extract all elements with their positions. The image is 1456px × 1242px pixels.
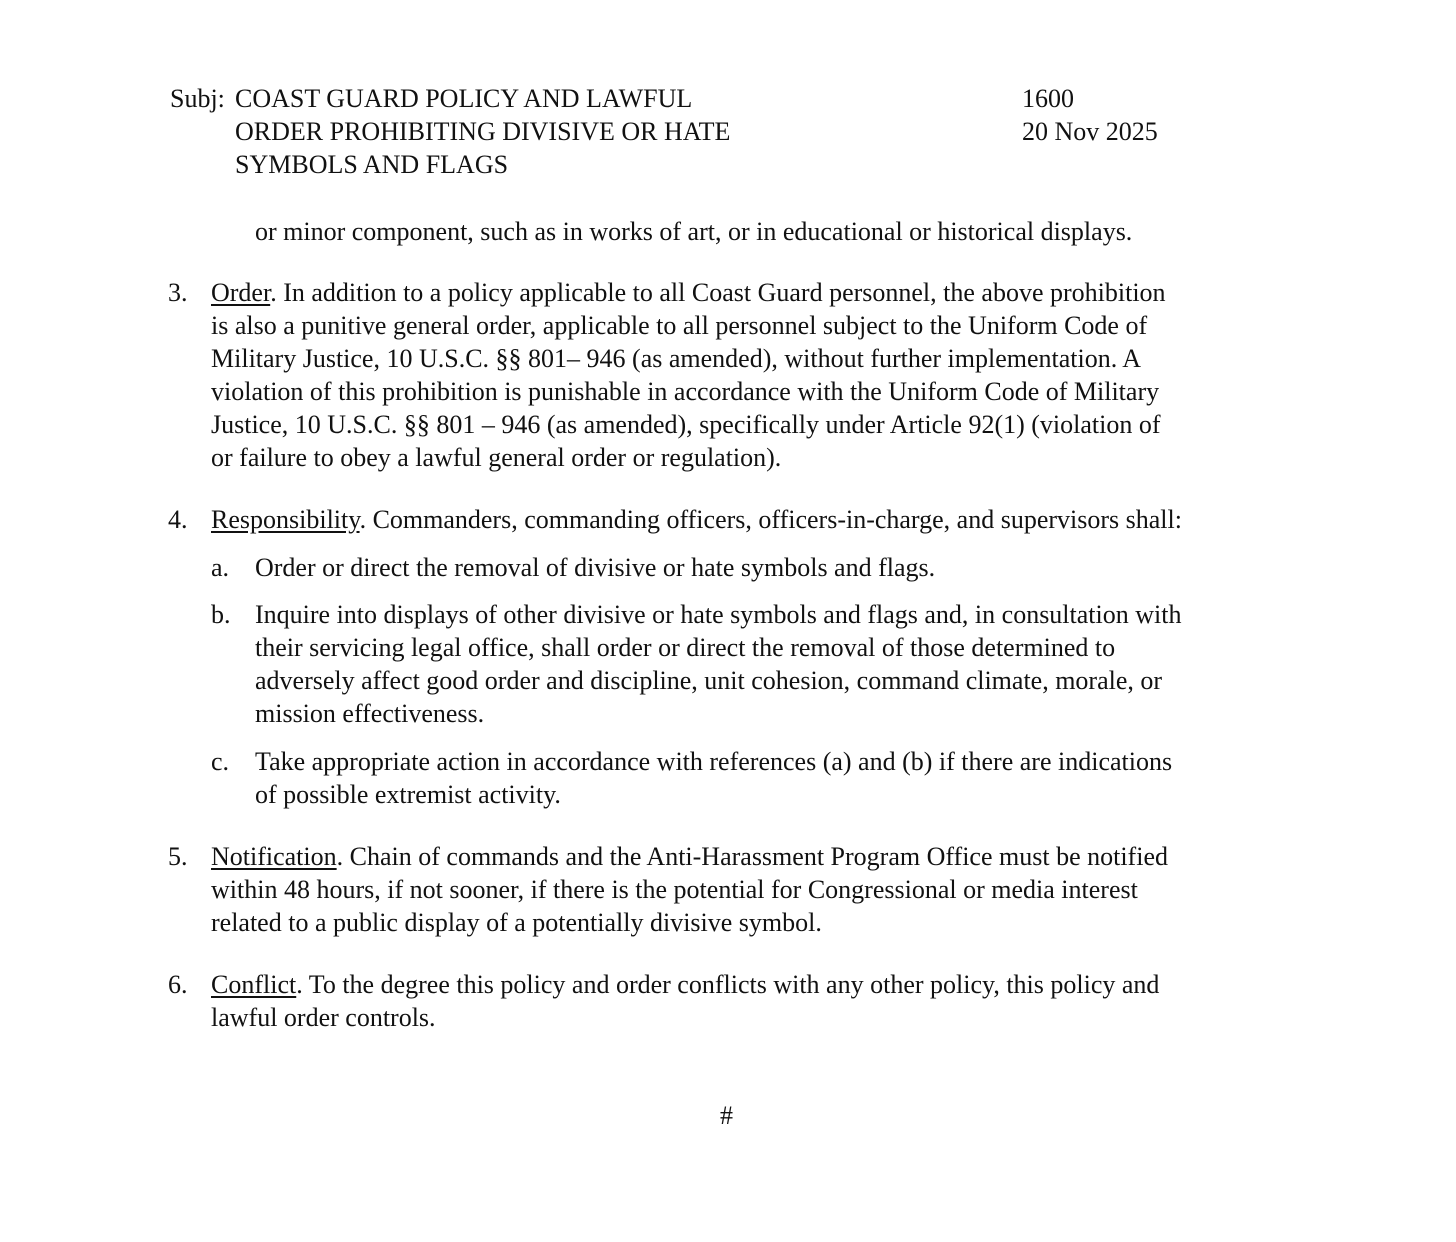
paragraph-line: . In addition to a policy applicable to all Coast Guard personnel, the above prohibition: [270, 278, 1166, 307]
paragraph-line: Justice, 10 U.S.C. §§ 801 – 946 (as amended), specifically under Article 92(1) (violation of: [211, 410, 1161, 439]
paragraph-line: mission effectiveness.: [255, 699, 485, 728]
subitem-c: [255, 745, 1172, 811]
continuation-text: or minor component, such as in works of art, or in educational or historical displays.: [255, 217, 1133, 246]
item-number: 5.: [168, 842, 188, 871]
paragraph-line: adversely affect good order and discipline, unit cohesion, command climate, morale, or: [255, 666, 1163, 695]
item-heading: Order: [211, 278, 271, 307]
paragraph-line: Take appropriate action in accordance with references (a) and (b) if there are indications: [255, 747, 1173, 776]
ssic-number: 1600: [1022, 84, 1074, 113]
item-number: 3.: [168, 278, 188, 307]
subitem-a: [255, 551, 935, 584]
paragraph-line: is also a punitive general order, applicable to all personnel subject to the Uniform Code of: [211, 311, 1148, 340]
subject-line: COAST GUARD POLICY AND LAWFUL: [235, 84, 693, 113]
subject-block: [235, 82, 730, 181]
item-number: 6.: [168, 970, 188, 999]
paragraph-order: [211, 276, 1166, 474]
header-right: [1022, 82, 1158, 148]
paragraph-notification: [211, 840, 1168, 939]
paragraph-line: Order or direct the removal of divisive or hate symbols and flags.: [255, 553, 936, 582]
item-heading: Responsibility: [211, 505, 360, 534]
document-date: 20 Nov 2025: [1022, 117, 1158, 146]
paragraph-responsibility: [211, 503, 1182, 536]
subitem-b: [255, 598, 1181, 730]
paragraph-line: . To the degree this policy and order conflicts with any other policy, this policy and: [296, 970, 1160, 999]
subject-label: Subj:: [170, 84, 225, 113]
subject-line: ORDER PROHIBITING DIVISIVE OR HATE: [235, 117, 731, 146]
paragraph-line: Inquire into displays of other divisive or hate symbols and flags and, in consultation with: [255, 600, 1182, 629]
paragraph-line: lawful order controls.: [211, 1003, 436, 1032]
paragraph-line: within 48 hours, if not sooner, if there is the potential for Congressional or media interest: [211, 875, 1138, 904]
end-mark: #: [720, 1101, 733, 1130]
item-number: 4.: [168, 505, 188, 534]
paragraph-line: or failure to obey a lawful general order or regulation).: [211, 443, 782, 472]
paragraph-line: Military Justice, 10 U.S.C. §§ 801– 946 (as amended), without further implementation. A: [211, 344, 1142, 373]
subitem-letter: c.: [211, 747, 230, 776]
paragraph-line: . Commanders, commanding officers, officers-in-charge, and supervisors shall:: [359, 505, 1182, 534]
paragraph-conflict: [211, 968, 1159, 1034]
paragraph-line: related to a public display of a potentially divisive symbol.: [211, 908, 822, 937]
item-heading: Conflict: [211, 970, 297, 999]
item-heading: Notification: [211, 842, 337, 871]
subitem-letter: b.: [211, 600, 231, 629]
paragraph-line: of possible extremist activity.: [255, 780, 561, 809]
paragraph-line: violation of this prohibition is punishable in accordance with the Uniform Code of Military: [211, 377, 1160, 406]
subitem-letter: a.: [211, 553, 230, 582]
paragraph-line: . Chain of commands and the Anti-Harassment Program Office must be notified: [336, 842, 1168, 871]
subject-line: SYMBOLS AND FLAGS: [235, 150, 509, 179]
paragraph-line: their servicing legal office, shall order or direct the removal of those determined to: [255, 633, 1116, 662]
